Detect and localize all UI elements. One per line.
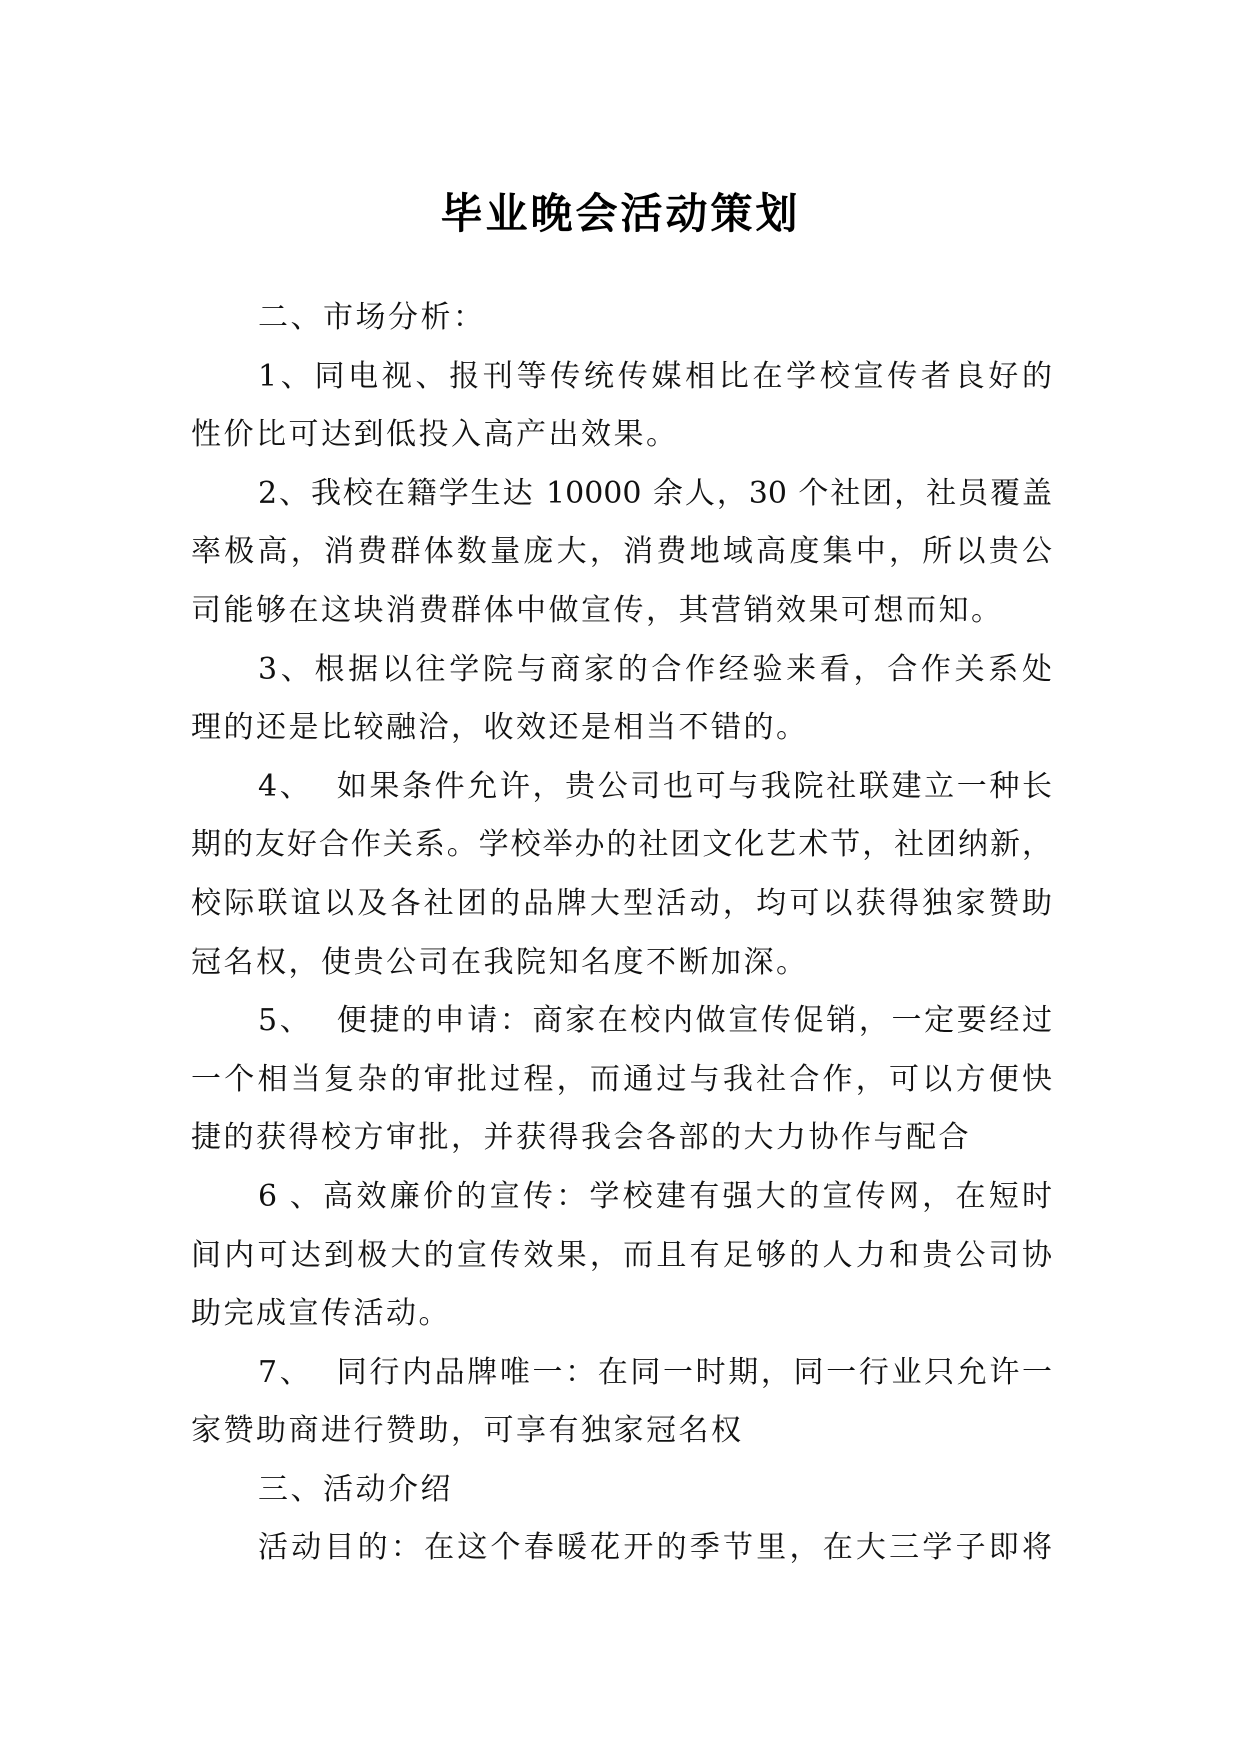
document-title: 毕业晚会活动策划 — [440, 189, 801, 239]
text-line: 家赞助商进行赞助，可享有独家冠名权 — [191, 1413, 744, 1449]
text-line: 期的友好合作关系。学校举办的社团文化艺术节，社团纳新， — [191, 827, 1052, 863]
paragraph-5 — [191, 992, 1052, 1168]
paragraph-2 — [191, 465, 1052, 641]
section-heading-market-analysis — [191, 289, 1052, 348]
text-line: 三、活动介绍 — [258, 1471, 453, 1507]
text-line: 活动目的：在这个春暖花开的季节里，在大三学子即将 — [258, 1530, 1052, 1566]
paragraph-1 — [191, 348, 1052, 465]
text-line: 二、市场分析： — [258, 300, 486, 335]
text-line: 理的还是比较融洽，收效还是相当不错的。 — [191, 710, 809, 746]
text-line: 率极高，消费群体数量庞大，消费地域高度集中，所以贵公 — [191, 534, 1052, 570]
text-line: 1、同电视、报刊等传统传媒相比在学校宣传者良好的 — [258, 358, 1052, 394]
text-line: 冠名权，使贵公司在我院知名度不断加深。 — [191, 944, 809, 980]
document-body — [191, 289, 1052, 1578]
paragraph-7 — [191, 1344, 1052, 1461]
text-line: 校际联谊以及各社团的品牌大型活动，均可以获得独家赞助 — [191, 885, 1052, 921]
section-heading-activity-intro — [191, 1461, 1052, 1520]
paragraph-4 — [191, 758, 1052, 992]
text-line: 间内可达到极大的宣传效果，而且有足够的人力和贵公司协 — [191, 1237, 1052, 1273]
text-line: 5、 便捷的申请：商家在校内做宣传促销，一定要经过 — [258, 1003, 1052, 1039]
text-line: 3、根据以往学院与商家的合作经验来看，合作关系处 — [258, 651, 1052, 687]
text-line: 6 、高效廉价的宣传：学校建有强大的宣传网，在短时 — [258, 1178, 1052, 1214]
paragraph-6 — [191, 1168, 1052, 1344]
text-line: 司能够在这块消费群体中做宣传，其营销效果可想而知。 — [191, 592, 1004, 628]
text-line: 4、 如果条件允许，贵公司也可与我院社联建立一种长 — [258, 768, 1052, 804]
text-line: 7、 同行内品牌唯一：在同一时期，同一行业只允许一 — [258, 1354, 1052, 1390]
text-line: 一个相当复杂的审批过程，而通过与我社合作，可以方便快 — [191, 1061, 1052, 1097]
text-line: 性价比可达到低投入高产出效果。 — [191, 417, 679, 453]
paragraph-3 — [191, 641, 1052, 758]
text-line: 2、我校在籍学生达 10000 余人，30 个社团，社员覆盖 — [258, 475, 1052, 511]
paragraph-activity-purpose — [191, 1519, 1052, 1578]
text-line: 捷的获得校方审批，并获得我会各部的大力协作与配合 — [191, 1120, 971, 1156]
text-line: 助完成宣传活动。 — [191, 1296, 451, 1332]
